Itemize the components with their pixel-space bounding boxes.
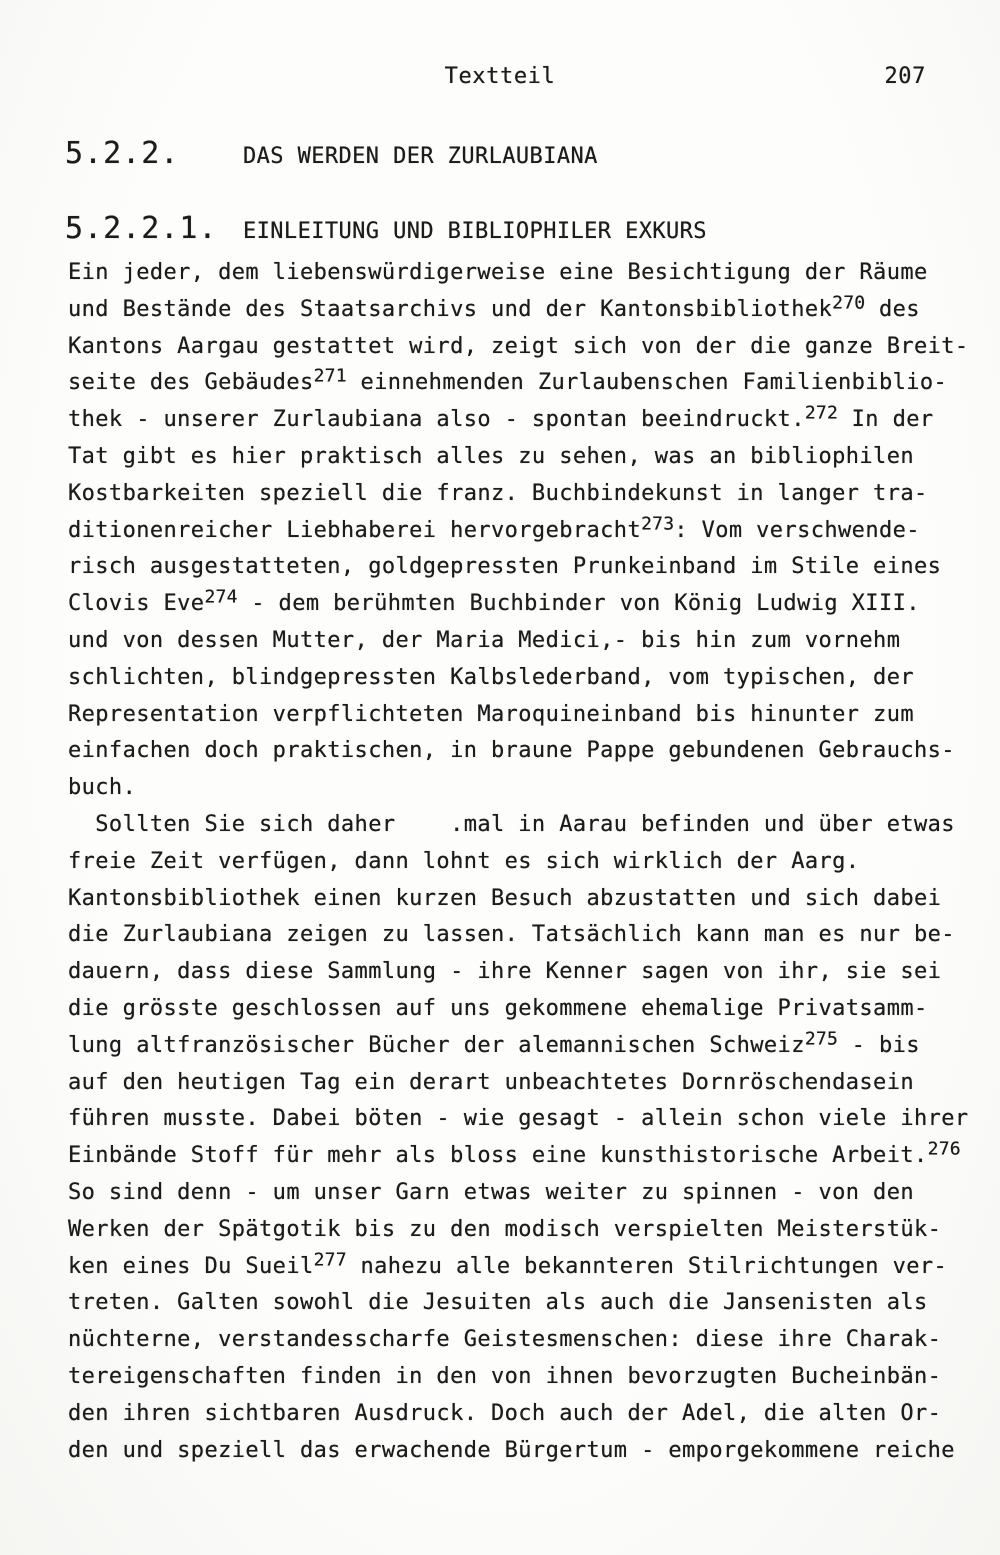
text-line: den ihren sichtbaren Ausdruck. Doch auch der Adel, die alten Or- xyxy=(68,1400,942,1426)
text-line: auf den heutigen Tag ein derart unbeachtetes Dornröschendasein xyxy=(68,1069,914,1095)
text-line: einfachen doch praktischen, in braune Pappe gebundenen Gebrauchs- xyxy=(68,738,955,764)
text-line: thek - unserer Zurlaubiana also - spontan beeindruckt.$^{272}$ In der xyxy=(68,402,934,433)
running-header xyxy=(0,64,1000,94)
body-text xyxy=(68,255,993,1469)
text-line: tereigenschaften finden in den von ihnen bevorzugten Bucheinbän- xyxy=(68,1363,942,1389)
text-line: ken eines Du Sueil$^{277}$ nahezu alle bekannteren Stilrichtungen ver- xyxy=(68,1248,948,1279)
text-line: die grösste geschlossen auf uns gekommene ehemalige Privatsamm- xyxy=(68,995,928,1021)
text-line: die Zurlaubiana zeigen zu lassen. Tatsächlich kann man es nur be- xyxy=(68,922,955,948)
section-heading xyxy=(65,211,707,246)
text-line: ditionenreicher Liebhaberei hervorgebracht$^{273}$: Vom verschwende- xyxy=(68,513,920,543)
text-line: lung altfranzösischer Bücher der alemannischen Schweiz$^{275}$ - bis xyxy=(68,1028,920,1058)
text-line: Werken der Spätgotik bis zu den modisch verspielten Meisterstük- xyxy=(68,1216,942,1242)
footnote-ref: 272 xyxy=(804,402,839,424)
footnote-ref: 274 xyxy=(204,586,238,608)
footnote-ref: 276 xyxy=(927,1138,961,1160)
text-line: freie Zeit verfügen, dann lohnt es sich wirklich der Aarg. xyxy=(68,848,860,874)
section-title: EINLEITUNG UND BIBLIOPHILER EXKURS xyxy=(243,219,707,244)
text-line: den und speziell das erwachende Bürgertum - emporgekommene reiche xyxy=(68,1437,955,1463)
text-line: Tat gibt es hier praktisch alles zu sehen, was an bibliophilen xyxy=(68,443,914,469)
header-title: Textteil xyxy=(444,64,556,89)
section-heading xyxy=(65,136,598,171)
section-title: DAS WERDEN DER ZURLAUBIANA xyxy=(243,144,598,169)
text-line: buch. xyxy=(68,775,137,801)
text-line: So sind denn - um unser Garn etwas weiter zu spinnen - von den xyxy=(68,1179,914,1205)
text-line: Ein jeder, dem liebenswürdigerweise eine Besichtigung der Räume xyxy=(68,260,928,285)
text-line: und Bestände des Staatsarchivs und der Kantonsbibliothek$^{270}$ des xyxy=(68,292,920,322)
text-line: Sollten Sie sich daher .mal in Aarau befinden und über etwas xyxy=(68,811,955,837)
section-number: 5.2.2.1. xyxy=(65,211,218,246)
text-line: Kantonsbibliothek einen kurzen Besuch abzustatten und sich dabei xyxy=(68,885,942,911)
footnote-ref: 277 xyxy=(313,1248,347,1270)
text-line: schlichten, blindgepressten Kalbslederband, vom typischen, der xyxy=(68,664,914,690)
footnote-ref: 275 xyxy=(804,1028,839,1050)
text-line: Clovis Eve$^{274}$ - dem berühmten Buchbinder von König Ludwig XIII. xyxy=(68,586,920,617)
footnote-ref: 273 xyxy=(641,513,675,535)
text-line: seite des Gebäudes$^{271}$ einnehmenden Zurlaubenschen Familienbiblio- xyxy=(68,365,948,396)
text-line: dauern, dass diese Sammlung - ihre Kenner sagen von ihr, sie sei xyxy=(68,959,942,985)
text-line: und von dessen Mutter, der Maria Medici,- bis hin zum vornehm xyxy=(68,627,901,653)
text-line: Representation verpflichteten Maroquineinband bis hinunter zum xyxy=(68,701,914,727)
text-line: treten. Galten sowohl die Jesuiten als auch die Jansenisten als xyxy=(68,1290,928,1316)
footnote-ref: 270 xyxy=(832,292,866,314)
text-line: risch ausgestatteten, goldgepressten Prunkeinband im Stile eines xyxy=(68,554,942,580)
section-number: 5.2.2. xyxy=(65,136,180,171)
text-line: nüchterne, verstandesscharfe Geistesmenschen: diese ihre Charak- xyxy=(68,1327,942,1353)
text-line: führen musste. Dabei böten - wie gesagt - allein schon viele ihrer xyxy=(68,1106,969,1132)
page-number: 207 xyxy=(884,64,926,89)
text-line: Kostbarkeiten speziell die franz. Buchbindekunst in langer tra- xyxy=(68,480,928,506)
text-line: Kantons Aargau gestattet wird, zeigt sich von der die ganze Breit- xyxy=(68,333,969,359)
footnote-ref: 271 xyxy=(313,365,347,387)
text-line: Einbände Stoff für mehr als bloss eine kunsthistorische Arbeit.$^{276}$ xyxy=(68,1138,961,1169)
